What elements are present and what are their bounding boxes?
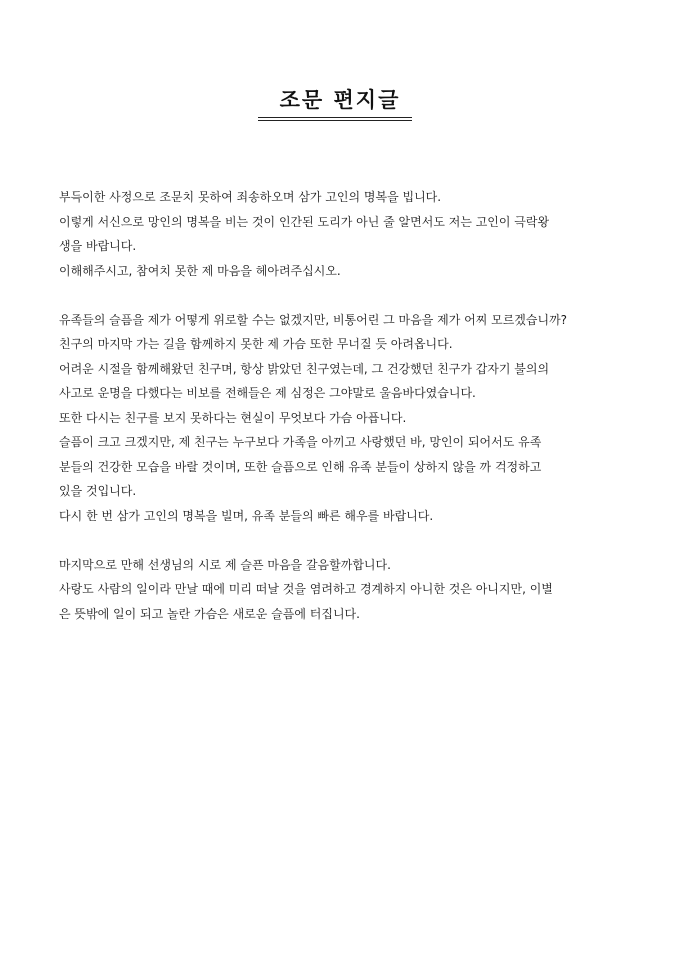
- text-line: 사고로 운명을 다했다는 비보를 전해들은 제 심정은 그야말로 울음바다였습니다.: [59, 386, 476, 400]
- paragraph-3: [59, 553, 625, 627]
- text-line: 생을 바랍니다.: [59, 239, 137, 253]
- text-line: 은 뜻밖에 일이 되고 놀란 가슴은 새로운 슬픔에 터집니다.: [59, 606, 360, 621]
- title-underline-bottom: [258, 120, 412, 121]
- paragraph-2: [59, 308, 625, 529]
- text-line: 친구의 마지막 가는 길을 함께하지 못한 제 가슴 또한 무너질 듯 아려옵니다.: [59, 337, 453, 351]
- text-line: 이렇게 서신으로 망인의 명복을 비는 것이 인간된 도리가 아닌 줄 알면서도 저는 고인이 극락왕: [59, 214, 550, 229]
- text-line: 유족들의 슬픔을 제가 어떻게 위로할 수는 없겠지만, 비통어린 그 마음을 제가 어찌 모르겠습니까?: [59, 312, 568, 327]
- paragraph-1: [59, 185, 625, 283]
- paragraph-gap: [59, 283, 625, 308]
- text-line: 부득이한 사정으로 조문치 못하여 죄송하오며 삼가 고인의 명복을 빕니다.: [59, 190, 442, 204]
- page-title: 조문 편지글: [279, 87, 401, 112]
- title-block: [0, 86, 680, 114]
- text-line: 또한 다시는 친구를 보지 못하다는 현실이 무엇보다 가슴 아픕니다.: [59, 410, 407, 425]
- text-line: 마지막으로 만해 선생님의 시로 제 슬픈 마음을 갈음할까합니다.: [59, 557, 391, 572]
- title-underline-top: [258, 117, 412, 118]
- text-line: 분들의 건강한 모습을 바랄 것이며, 또한 슬픔으로 인해 유족 분들이 상하지 않을 까 걱정하고: [59, 459, 542, 474]
- text-line: 사랑도 사람의 일이라 만날 때에 미리 떠날 것을 염려하고 경계하지 아니한 것은 아니지만, 이별: [59, 582, 553, 596]
- text-line: 어려운 시절을 함께해왔던 친구며, 항상 밝았던 친구였는데, 그 건강했던 친구가 갑자기 불의의: [59, 361, 550, 376]
- paragraph-gap: [59, 528, 625, 553]
- letter-body: [59, 185, 625, 626]
- text-line: 이해해주시고, 참여치 못한 제 마음을 헤아려주십시오.: [59, 263, 341, 278]
- text-line: 다시 한 번 삼가 고인의 명복을 빌며, 유족 분들의 빠른 해우를 바랍니다.: [59, 508, 434, 523]
- text-line: 있을 것입니다.: [59, 484, 137, 498]
- text-line: 슬픔이 크고 크겠지만, 제 친구는 누구보다 가족을 아끼고 사랑했던 바, 망인이 되어서도 유족: [59, 435, 542, 449]
